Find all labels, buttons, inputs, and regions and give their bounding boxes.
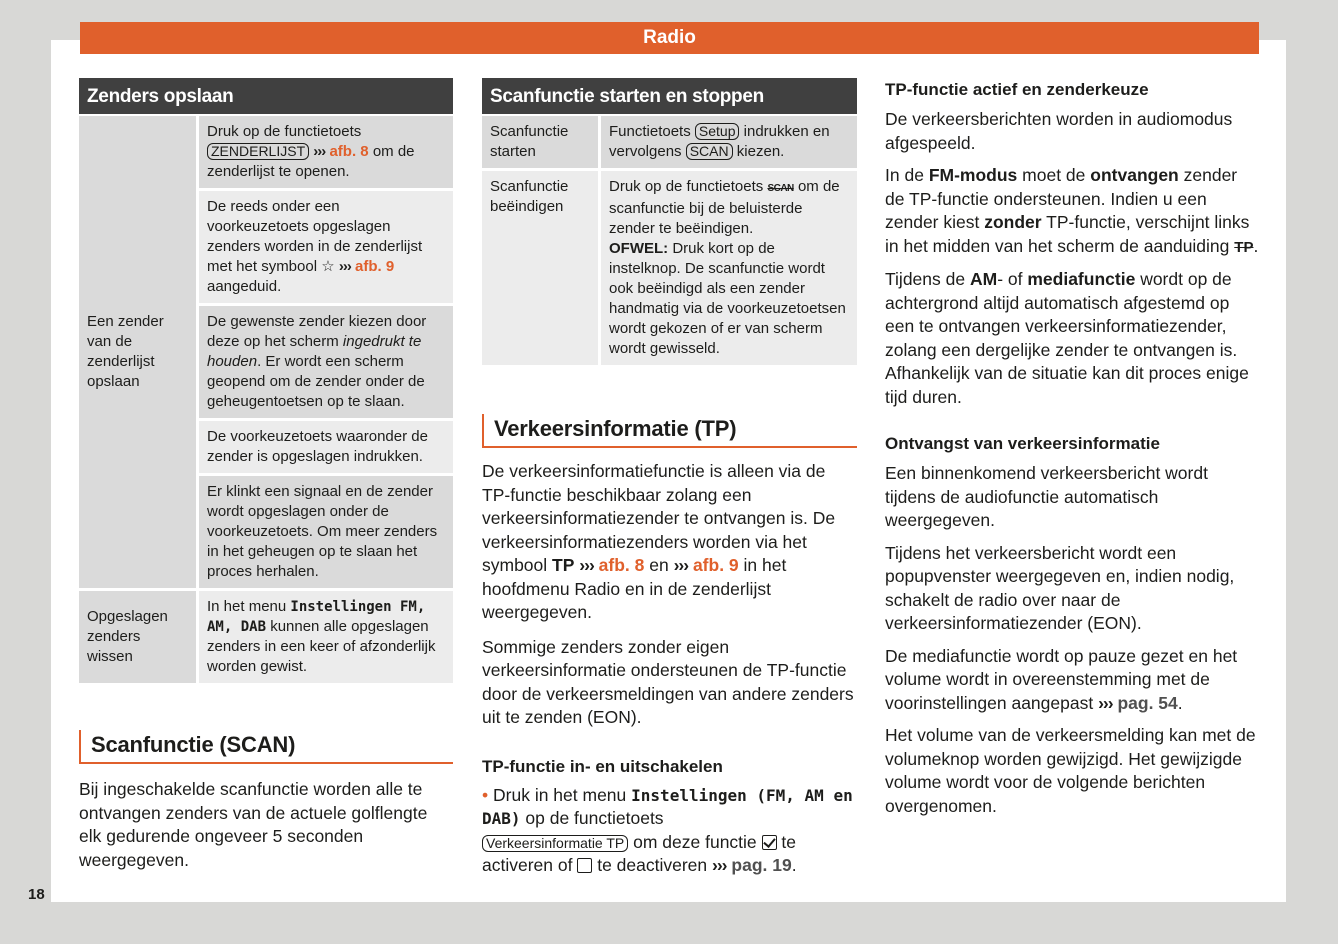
- step-cell: Druk op de functietoets ZENDERLIJST ››› afb. 8 om de zenderlijst te openen.: [199, 116, 453, 191]
- step-cell: Functietoets Setup indrukken en vervolgens SCAN kiezen.: [601, 116, 857, 171]
- row-label: Opgeslagen zenders wissen: [79, 591, 199, 686]
- step-cell: Er klinkt een signaal en de zender wordt opgeslagen onder de voorkeuzetoets. Om meer zenders in het geheugen op te slaan het proces herhalen.: [199, 476, 453, 591]
- paragraph: Een binnenkomend verkeersbericht wordt tijdens de audiofunctie automatisch weergegeven.: [885, 463, 1208, 530]
- subheading-tp-toggle: TP-functie in- en uitschakelen: [482, 756, 723, 776]
- cross-ref-arrows-icon: ›››: [673, 555, 689, 575]
- figure-ref-link[interactable]: afb. 9: [355, 258, 395, 275]
- section-title-scan: Scanfunctie (SCAN): [79, 730, 453, 764]
- row-label: Scanfunctie beëindigen: [482, 171, 601, 368]
- step-cell: Druk op de functietoets SCAN om de scanfunctie bij de beluisterde zender te beëindigen. OFWEL: Druk kort op de instelknop. De scanfunctie wordt ook beëindigd als een zender handmatig via de voorkeuzetoetsen wordt gekozen of er van scherm wordt gewisseld.: [601, 171, 857, 368]
- verkeersinformatie-tp-key: Verkeersinformatie TP: [482, 835, 628, 852]
- step-cell: In het menu Instellingen FM, AM, DAB kunnen alle opgeslagen zenders in een keer of afzonderlijk worden gewist.: [199, 591, 453, 686]
- step-cell: De gewenste zender kiezen door deze op het scherm ingedrukt te houden. Er wordt een scherm geopend om de zender onder de geheugentoetsen op te slaan.: [199, 306, 453, 421]
- table-row: [79, 116, 453, 191]
- row-label: Een zender van de zenderlijst opslaan: [79, 116, 199, 591]
- scan-key: SCAN: [686, 143, 733, 160]
- bullet-icon: •: [482, 784, 489, 805]
- paragraph: De mediafunctie wordt op pauze gezet en het volume wordt in overeenstemming met de voorinstellingen aangepast ››› pag. 54.: [885, 645, 1238, 713]
- paragraph: Tijdens de AM- of mediafunctie wordt op de achtergrond altijd automatisch afgestemd op een te ontvangen verkeersinformatiezender, zolang een dergelijke zender te ontvangen is. Afhankelijk van de situatie kan dit proces enige tijd duren.: [885, 269, 1249, 407]
- scan-table: [482, 116, 857, 368]
- step-cell: De voorkeuzetoets waaronder de zender is opgeslagen indrukken.: [199, 421, 453, 476]
- row-label: Scanfunctie starten: [482, 116, 601, 171]
- page-ref-link[interactable]: pag. 54: [1117, 692, 1178, 713]
- figure-ref-link[interactable]: afb. 8: [598, 555, 645, 575]
- table-row: [482, 171, 857, 368]
- cross-ref-arrows-icon: ›››: [313, 143, 326, 160]
- section-title-tp: Verkeersinformatie (TP): [482, 414, 857, 448]
- setup-key: Setup: [695, 123, 740, 140]
- table-title-scan: Scanfunctie starten en stoppen: [482, 78, 857, 114]
- paragraph: Tijdens het verkeersbericht wordt een popupvenster weergegeven en, indien nodig, schakelt de radio over naar de verkeersinformatiezender (EON).: [885, 542, 1235, 633]
- step-cell: De reeds onder een voorkeuzetoets opgeslagen zenders worden in de zenderlijst met het symbool ☆ ››› afb. 9 aangeduid.: [199, 191, 453, 306]
- scan-crossed-icon: SCAN: [767, 183, 794, 194]
- page-ref-link[interactable]: pag. 19: [731, 855, 792, 875]
- zenderlijst-key: ZENDERLIJST: [207, 143, 309, 160]
- cross-ref-arrows-icon: ›››: [579, 555, 594, 575]
- subheading-tp-active: TP-functie actief en zenderkeuze: [885, 80, 1149, 99]
- checkbox-checked-icon: [762, 835, 777, 850]
- column-left: [79, 78, 453, 872]
- table-row: [482, 116, 857, 171]
- cross-ref-arrows-icon: ›››: [1098, 692, 1113, 713]
- paragraph: Het volume van de verkeersmelding kan met de volumeknop worden gewijzigd. Het gewijzigde volume wordt voor de volgende berichten overgenomen.: [885, 725, 1256, 816]
- tp-paragraph-2: Sommige zenders zonder eigen verkeersinformatie ondersteunen de TP-functie door de verkeersmeldingen van andere zenders uit te zenden (EON).: [482, 636, 854, 727]
- checkbox-unchecked-icon: [577, 858, 592, 873]
- column-middle: [482, 78, 857, 878]
- paragraph: De verkeersberichten worden in audiomodus afgespeeld.: [885, 109, 1233, 153]
- table-row: [79, 591, 453, 686]
- paragraph: In de FM-modus moet de ontvangen zender de TP-functie ondersteunen. Indien u een zender kiest zonder TP-functie, verschijnt links in het midden van het scherm de aanduiding TP.: [885, 165, 1259, 256]
- zenders-opslaan-table: [79, 116, 453, 686]
- subheading-reception: Ontvangst van verkeersinformatie: [885, 434, 1160, 453]
- tp-toggle-instruction: • Druk in het menu Instellingen (FM, AM en DAB) op de functietoets Verkeersinformatie TP om deze functie te activeren of te deactiveren ››› pag. 19.: [482, 784, 853, 875]
- menu-path: Instellingen FM, AM, DAB: [207, 599, 426, 635]
- tp-paragraph-1: De verkeersinformatiefunctie is alleen via de TP-functie beschikbaar zolang een verkeersinformatiezender te ontvangen is. De verkeersinformatiezenders worden via het symbool TP ››› afb. 8 en ››› afb. 9 in het hoofdmenu Radio en in de zenderlijst weergegeven.: [482, 461, 836, 622]
- page-number: 18: [28, 886, 45, 903]
- tp-unavailable-icon: TP: [1234, 238, 1254, 256]
- menu-path: Instellingen (FM, AM en DAB): [482, 785, 853, 828]
- figure-ref-link[interactable]: afb. 8: [329, 143, 369, 160]
- table-title-zenders-opslaan: Zenders opslaan: [79, 78, 453, 114]
- chapter-header: Radio: [80, 22, 1259, 54]
- figure-ref-link[interactable]: afb. 9: [692, 555, 739, 575]
- star-icon: ☆: [321, 258, 335, 275]
- column-right: [885, 78, 1260, 818]
- cross-ref-arrows-icon: ›››: [338, 258, 351, 275]
- scan-paragraph: Bij ingeschakelde scanfunctie worden alle te ontvangen zenders van de actuele golflengte elk gedurende ongeveer 5 seconden weergegeven.: [79, 779, 428, 870]
- cross-ref-arrows-icon: ›››: [712, 855, 727, 875]
